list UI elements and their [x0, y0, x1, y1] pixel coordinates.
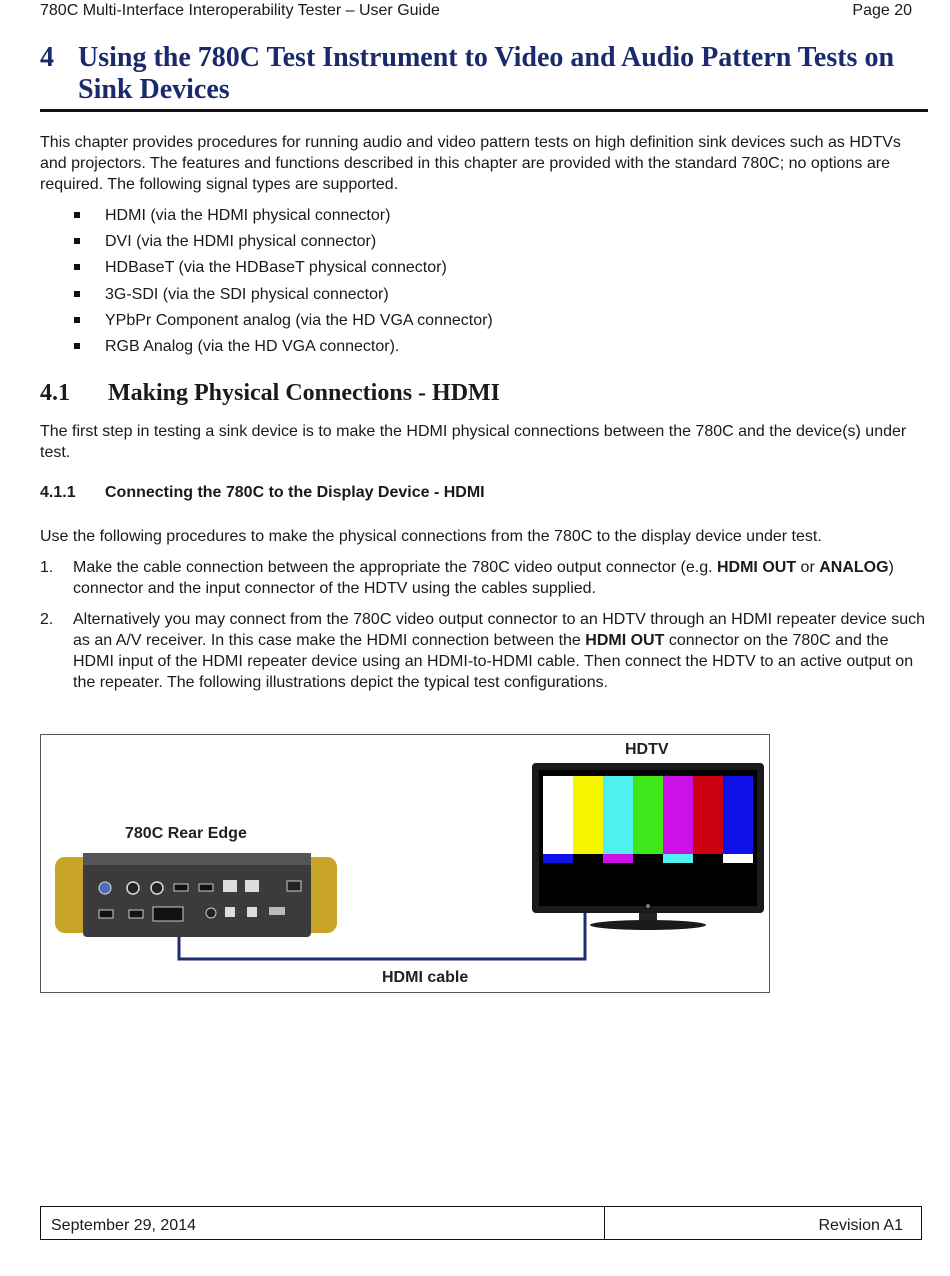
color-bar — [663, 854, 693, 863]
list-item: HDMI (via the HDMI physical connector) — [72, 205, 493, 231]
serial-port-icon — [269, 907, 285, 915]
header-page-number: Page 20 — [852, 2, 912, 19]
step-text — [73, 609, 925, 693]
color-bar — [543, 854, 573, 863]
subsection-number: 4.1.1 — [40, 484, 76, 501]
connection-diagram — [40, 734, 770, 993]
color-bar — [633, 854, 663, 863]
header-doc-title: 780C Multi-Interface Interoperability Tester – User Guide — [40, 2, 440, 19]
ethernet-port-icon — [245, 880, 259, 892]
step-text-part: or — [796, 559, 820, 576]
hdmi-in-port-icon — [99, 910, 113, 918]
tv-stand-neck — [639, 913, 657, 921]
hdtv — [532, 763, 764, 930]
step-text — [73, 557, 925, 599]
multipin-connector-icon — [153, 907, 183, 921]
color-bar — [603, 776, 633, 854]
footer-date: September 29, 2014 — [51, 1217, 196, 1234]
step-text-part: Make the cable connection between the appropriate the 780C video output connector (e.g. — [73, 559, 717, 576]
page-footer — [40, 1206, 922, 1240]
step-number: 2. — [40, 611, 54, 628]
ethernet-port-icon — [223, 880, 237, 892]
hdmi-port-icon — [199, 884, 213, 891]
device-780c — [55, 853, 337, 937]
power-switch-icon — [287, 881, 301, 891]
device-label: 780C Rear Edge — [125, 825, 247, 842]
list-item: YPbPr Component analog (via the HD VGA connector) — [72, 310, 493, 336]
step-text-part: Alternatively you may connect from the 780C video output connector to an HDTV through an HDMI repeater device such as an A/V receiver. In this case make the HDMI connection between the — [73, 611, 925, 649]
step-number: 1. — [40, 559, 54, 576]
color-bar — [603, 854, 633, 863]
list-item: HDBaseT (via the HDBaseT physical connector) — [72, 257, 493, 283]
chapter-number: 4 — [40, 42, 54, 73]
device-top-edge — [83, 853, 311, 865]
step-item — [40, 609, 925, 693]
color-bar — [663, 776, 693, 854]
chapter-title — [40, 42, 928, 112]
color-bar — [573, 776, 603, 854]
running-header — [40, 2, 912, 20]
vga-connector-icon — [99, 882, 111, 894]
color-bar — [723, 776, 753, 854]
color-bars — [543, 776, 753, 863]
section-number: 4.1 — [40, 380, 70, 406]
subsection-paragraph: Use the following procedures to make the physical connections from the 780C to the display device under test. — [40, 528, 822, 545]
footer-date-cell — [41, 1207, 605, 1239]
step-bold-term: HDMI OUT — [585, 632, 665, 649]
color-bar — [693, 776, 723, 854]
section-heading — [40, 380, 500, 407]
cable-label: HDMI cable — [382, 969, 469, 986]
subsection-title: Connecting the 780C to the Display Device - HDMI — [105, 484, 485, 501]
hdmi-out-port-icon — [174, 884, 188, 891]
color-bar — [723, 854, 753, 863]
procedure-steps — [40, 557, 925, 693]
bnc-connector-icon — [151, 882, 163, 894]
step-bold-term: HDMI OUT — [716, 559, 797, 576]
step-text-part: connector on the 780C and the HDMI input of the HDMI repeater device using an HDMI-to-HDMI cable. Then connect the HDTV to an active output on the repeater. The following illustrations depict the typical test configurations. — [73, 632, 914, 691]
tv-stand-base — [590, 920, 706, 930]
section-title: Making Physical Connections - HDMI — [108, 380, 501, 406]
list-item: RGB Analog (via the HD VGA connector). — [72, 336, 493, 362]
subsection-heading — [40, 484, 485, 502]
color-bar — [693, 854, 723, 863]
device-body — [83, 853, 311, 937]
bnc-connector-icon — [127, 882, 139, 894]
color-bar — [543, 776, 573, 854]
color-bar — [633, 776, 663, 854]
list-item: DVI (via the HDMI physical connector) — [72, 231, 493, 257]
section-paragraph: The first step in testing a sink device is to make the HDMI physical connections between the 780C and the device(s) under test. — [40, 423, 907, 461]
color-bar — [573, 854, 603, 863]
tv-power-led-icon — [646, 904, 650, 908]
step-text-part: ) connector and the input connector of the HDTV using the cables supplied. — [73, 559, 894, 597]
signal-type-list — [72, 205, 493, 362]
footer-revision-cell — [605, 1207, 921, 1239]
step-bold-term: ANALOG — [819, 559, 889, 576]
tv-label: HDTV — [625, 741, 669, 758]
audio-jack-icon — [206, 908, 216, 918]
connection-diagram-svg — [41, 735, 769, 992]
optical-port-icon — [225, 907, 235, 917]
intro-paragraph: This chapter provides procedures for running audio and video pattern tests on high definition sink devices such as HDTVs and projectors. The features and functions described in this chapter are provided with the standard 780C; no options are required. The following signal types are supported. — [40, 134, 901, 193]
chapter-title-text: Using the 780C Test Instrument to Video and Audio Pattern Tests on Sink Devices — [78, 42, 895, 105]
footer-revision: Revision A1 — [818, 1217, 903, 1234]
hdmi-in-port-icon — [129, 910, 143, 918]
list-item: 3G-SDI (via the SDI physical connector) — [72, 284, 493, 310]
usb-port-icon — [247, 907, 257, 917]
step-item — [40, 557, 925, 599]
